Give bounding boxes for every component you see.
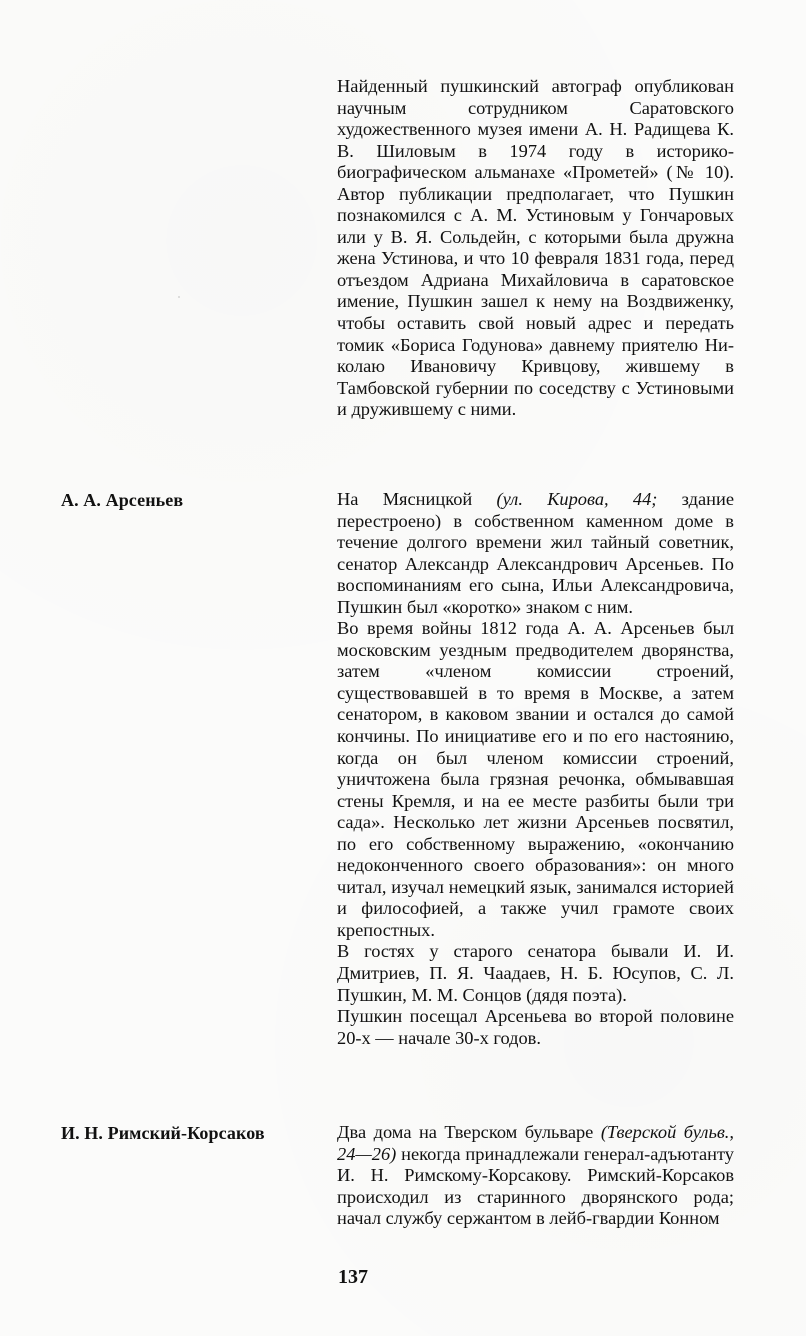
arsenev-entry-text xyxy=(337,489,734,1049)
rimsky-korsakov-paragraph-1 xyxy=(337,1122,734,1230)
arsenev-paragraph-1 xyxy=(337,489,734,618)
arsenev-address-italic: (ул. Кирова, 44; xyxy=(496,489,658,509)
entry-heading-rimsky-korsakov: И. Н. Римский-Корсаков xyxy=(61,1123,265,1143)
rimsky-korsakov-paragraph-lead: Два дома на Тверском бульваре xyxy=(337,1122,601,1142)
page-number: 137 xyxy=(338,1266,368,1288)
scan-speck xyxy=(178,296,180,298)
rimsky-korsakov-entry-text xyxy=(337,1122,734,1230)
arsenev-paragraph-4: Пушкин посещал Арсеньева во второй половине 20-х — начале 30-х годов. xyxy=(337,1006,734,1048)
arsenev-paragraph-3: В гостях у старого сенатора бывали И. И. Дмитриев, П. Я. Чаадаев, Н. Б. Юсупов, С. Л. Пушкин, М. М. Сонцов (дядя поэта). xyxy=(337,941,734,1005)
ustinov-paragraph: Найденный пушкинский автограф опубликован научным сотрудником Саратовского художественного музея имени А. Н. Радищева К. В. Шиловым в 1974 году в историко-биографическом альманахе «Прометей» (№ 10). Автор публикации предполагает, что Пушкин познакомился с А. М. Устиновым у Гончаровых или у В. Я. Сольдейн, с которыми была дружна жена Устинова, и что 10 февраля 1831 года, перед отъездом Адриана Михайловича в саратовское имение, Пушкин зашел к нему на Воздвиженку, чтобы оставить свой новый адрес и передать томик «Бориса Годунова» давнему приятелю Николаю Ивановичу Кривцову, жившему в Тамбовской губернии по соседству с Устиновыми и дружившему с ними. xyxy=(337,76,734,420)
arsenev-paragraph-1-lead: На Мясницкой xyxy=(337,489,497,509)
entry-heading-arsenev: А. А. Арсеньев xyxy=(61,490,184,510)
rimsky-korsakov-address-italic: (Тверской бульв., 24—26) xyxy=(337,1122,734,1164)
arsenev-paragraph-2: Во время войны 1812 года А. А. Арсеньев был московским уездным предводителем дворянства, затем «членом комиссии строений, существовавшей в то время в Москве, а затем сенатором, в каковом звании и остался до самой кончины. По инициативе его и по его настоянию, когда он был членом комиссии строений, уничтожена была грязная речонка, обмывавшая стены Кремля, и на ее месте разбиты были три сада». Несколько лет жизни Арсеньев посвятил, по его собственному выражению, «окончанию недоконченного своего образования»: он много читал, изучал немецкий язык, занимался историей и философией, а также учил грамоте своих крепостных. xyxy=(337,618,734,940)
arsenev-paragraph-1-rest: здание перестроено) в собственном каменном доме в течение долгого времени жил тайный советник, сенатор Александр Александрович Арсеньев. По воспоминаниям его сына, Ильи Александровича, Пушкин был «коротко» знаком с ним. xyxy=(337,489,734,617)
rimsky-korsakov-paragraph-rest: некогда принадлежали генерал-адъютанту И. Н. Римскому-Корсакову. Римский-Корсаков происходил из старинного дворянского рода; начал службу сержантом в лейб-гвардии Конном xyxy=(337,1143,734,1229)
ustinov-entry-text xyxy=(337,76,734,421)
